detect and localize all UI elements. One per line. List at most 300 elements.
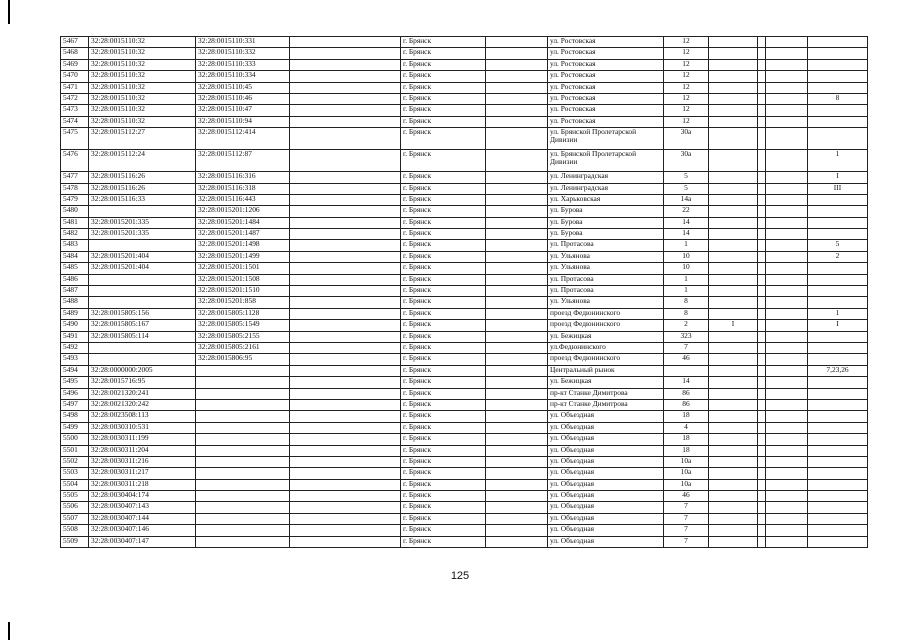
table-row (61, 399, 868, 410)
street-cell: ул. Объездная (548, 525, 664, 536)
cadastral-number-cell: 32:28:0023508:113 (89, 411, 196, 422)
row-number-cell: 5470 (61, 71, 89, 82)
object-cadastral-number-cell (196, 456, 290, 467)
cadastral-number-cell (89, 286, 196, 297)
street-cell: проезд Федюнинского (548, 354, 664, 365)
street-cell: Центральный рынок (548, 365, 664, 376)
house-number-cell: 323 (664, 331, 709, 342)
object-cadastral-number-cell (196, 399, 290, 410)
empty-cell (290, 297, 401, 308)
empty-cell (290, 251, 401, 262)
object-cadastral-number-cell: 32:28:0015116:443 (196, 194, 290, 205)
city-cell: г. Брянск (401, 456, 486, 467)
street-cell: ул. Объездная (548, 468, 664, 479)
empty-cell (290, 445, 401, 456)
empty-cell (766, 206, 808, 217)
empty-cell (486, 365, 548, 376)
cadastral-number-cell: 32:28:0015805:167 (89, 320, 196, 331)
mark-cell (709, 128, 758, 150)
mark-cell (709, 365, 758, 376)
table-row (61, 320, 868, 331)
room-number-cell: 8 (808, 93, 868, 104)
object-cadastral-number-cell: 32:28:0015110:45 (196, 82, 290, 93)
mark-cell (709, 491, 758, 502)
cadastral-number-cell (89, 240, 196, 251)
object-cadastral-number-cell: 32:28:0015201:1499 (196, 251, 290, 262)
house-number-cell: 10а (664, 456, 709, 467)
empty-cell (766, 342, 808, 353)
empty-cell (486, 502, 548, 513)
row-number-cell: 5469 (61, 59, 89, 70)
row-number-cell: 5487 (61, 286, 89, 297)
room-number-cell (808, 37, 868, 48)
cadastral-number-cell: 32:28:0015112:24 (89, 150, 196, 172)
house-number-cell: 8 (664, 297, 709, 308)
house-number-cell: 1 (664, 240, 709, 251)
room-number-cell (808, 194, 868, 205)
row-number-cell: 5498 (61, 411, 89, 422)
cadastral-number-cell: 32:28:0015110:32 (89, 37, 196, 48)
empty-cell (766, 274, 808, 285)
table-row (61, 468, 868, 479)
empty-cell (486, 445, 548, 456)
narrow-cell (758, 354, 766, 365)
narrow-cell (758, 513, 766, 524)
table-row (61, 128, 868, 150)
narrow-cell (758, 320, 766, 331)
room-number-cell (808, 206, 868, 217)
house-number-cell (664, 365, 709, 376)
mark-cell (709, 513, 758, 524)
street-cell: ул. Харьковская (548, 194, 664, 205)
empty-cell (290, 422, 401, 433)
empty-cell (290, 286, 401, 297)
mark-cell (709, 263, 758, 274)
table-row (61, 194, 868, 205)
row-number-cell: 5484 (61, 251, 89, 262)
empty-cell (290, 536, 401, 547)
table-row (61, 513, 868, 524)
object-cadastral-number-cell: 32:28:0015201:1510 (196, 286, 290, 297)
street-cell: ул. Брянской Пролетарской Дивизии (548, 150, 664, 172)
row-number-cell: 5478 (61, 183, 89, 194)
house-number-cell: 2 (664, 320, 709, 331)
empty-cell (766, 525, 808, 536)
house-number-cell: 14 (664, 377, 709, 388)
empty-cell (290, 82, 401, 93)
object-cadastral-number-cell: 32:28:0015116:316 (196, 172, 290, 183)
house-number-cell: 12 (664, 116, 709, 127)
narrow-cell (758, 71, 766, 82)
cadastral-number-cell: 32:28:0015201:335 (89, 217, 196, 228)
house-number-cell: 12 (664, 71, 709, 82)
street-cell: ул. Ульянова (548, 251, 664, 262)
cadastral-number-cell: 32:28:0030407:144 (89, 513, 196, 524)
mark-cell (709, 411, 758, 422)
street-cell: ул. Объездная (548, 536, 664, 547)
mark-cell: I (709, 320, 758, 331)
empty-cell (766, 93, 808, 104)
house-number-cell: 86 (664, 388, 709, 399)
row-number-cell: 5467 (61, 37, 89, 48)
mark-cell (709, 468, 758, 479)
table-row (61, 116, 868, 127)
house-number-cell: 5 (664, 183, 709, 194)
empty-cell (766, 105, 808, 116)
city-cell: г. Брянск (401, 116, 486, 127)
room-number-cell (808, 388, 868, 399)
empty-cell (486, 468, 548, 479)
cadastral-number-cell: 32:28:0015116:33 (89, 194, 196, 205)
narrow-cell (758, 365, 766, 376)
city-cell: г. Брянск (401, 468, 486, 479)
city-cell: г. Брянск (401, 377, 486, 388)
empty-cell (766, 194, 808, 205)
room-number-cell: 1 (808, 150, 868, 172)
cadastral-number-cell: 32:28:0015112:27 (89, 128, 196, 150)
street-cell: ул. Бурова (548, 217, 664, 228)
narrow-cell (758, 502, 766, 513)
object-cadastral-number-cell (196, 422, 290, 433)
mark-cell (709, 206, 758, 217)
street-cell: ул. Объездная (548, 434, 664, 445)
cadastral-number-cell: 32:28:0015201:404 (89, 251, 196, 262)
city-cell: г. Брянск (401, 491, 486, 502)
street-cell: ул. Бежицкая (548, 331, 664, 342)
room-number-cell (808, 82, 868, 93)
mark-cell (709, 342, 758, 353)
cadastral-number-cell: 32:28:0015110:32 (89, 48, 196, 59)
narrow-cell (758, 150, 766, 172)
house-number-cell: 1 (664, 286, 709, 297)
narrow-cell (758, 308, 766, 319)
table-row (61, 445, 868, 456)
cadastral-number-cell: 32:28:0015110:32 (89, 93, 196, 104)
cadastral-number-cell: 32:28:0015116:26 (89, 172, 196, 183)
table-row (61, 105, 868, 116)
empty-cell (290, 331, 401, 342)
street-cell: ул. Ростовская (548, 82, 664, 93)
empty-cell (486, 128, 548, 150)
row-number-cell: 5468 (61, 48, 89, 59)
empty-cell (766, 320, 808, 331)
mark-cell (709, 536, 758, 547)
room-number-cell (808, 286, 868, 297)
room-number-cell (808, 456, 868, 467)
mark-cell (709, 48, 758, 59)
table-row (61, 48, 868, 59)
table-row (61, 150, 868, 172)
narrow-cell (758, 445, 766, 456)
street-cell: ул. Объездная (548, 479, 664, 490)
mark-cell (709, 274, 758, 285)
row-number-cell: 5486 (61, 274, 89, 285)
empty-cell (766, 354, 808, 365)
room-number-cell (808, 411, 868, 422)
narrow-cell (758, 194, 766, 205)
mark-cell (709, 479, 758, 490)
empty-cell (290, 479, 401, 490)
house-number-cell: 18 (664, 445, 709, 456)
narrow-cell (758, 274, 766, 285)
mark-cell (709, 172, 758, 183)
empty-cell (290, 183, 401, 194)
cadastral-number-cell: 32:28:0030311:199 (89, 434, 196, 445)
row-number-cell: 5474 (61, 116, 89, 127)
narrow-cell (758, 388, 766, 399)
street-cell: ул. Ленинградская (548, 183, 664, 194)
narrow-cell (758, 105, 766, 116)
row-number-cell: 5477 (61, 172, 89, 183)
empty-cell (290, 513, 401, 524)
cadastral-number-cell: 32:28:0015716:95 (89, 377, 196, 388)
empty-cell (766, 251, 808, 262)
street-cell: ул. Бурова (548, 206, 664, 217)
row-number-cell: 5494 (61, 365, 89, 376)
cadastral-number-cell: 32:28:0015201:335 (89, 229, 196, 240)
empty-cell (486, 217, 548, 228)
cadastral-number-cell: 32:28:0030407:147 (89, 536, 196, 547)
table-row (61, 206, 868, 217)
mark-cell (709, 377, 758, 388)
city-cell: г. Брянск (401, 525, 486, 536)
object-cadastral-number-cell (196, 491, 290, 502)
empty-cell (290, 105, 401, 116)
empty-cell (290, 48, 401, 59)
room-number-cell (808, 71, 868, 82)
empty-cell (486, 456, 548, 467)
city-cell: г. Брянск (401, 240, 486, 251)
city-cell: г. Брянск (401, 536, 486, 547)
table-row (61, 274, 868, 285)
narrow-cell (758, 399, 766, 410)
row-number-cell: 5504 (61, 479, 89, 490)
room-number-cell (808, 399, 868, 410)
object-cadastral-number-cell (196, 536, 290, 547)
object-cadastral-number-cell (196, 365, 290, 376)
city-cell: г. Брянск (401, 479, 486, 490)
cadastral-number-cell: 32:28:0015110:32 (89, 71, 196, 82)
cadastral-number-cell: 32:28:0021320:241 (89, 388, 196, 399)
mark-cell (709, 434, 758, 445)
table-row (61, 377, 868, 388)
empty-cell (766, 59, 808, 70)
empty-cell (290, 194, 401, 205)
empty-cell (766, 37, 808, 48)
register-table-body (61, 37, 868, 548)
empty-cell (766, 456, 808, 467)
cadastral-number-cell: 32:28:0030311:217 (89, 468, 196, 479)
empty-cell (486, 194, 548, 205)
object-cadastral-number-cell: 32:28:0015110:333 (196, 59, 290, 70)
house-number-cell: 10а (664, 479, 709, 490)
row-number-cell: 5475 (61, 128, 89, 150)
table-row (61, 536, 868, 547)
row-number-cell: 5479 (61, 194, 89, 205)
empty-cell (766, 82, 808, 93)
street-cell: ул. Бежицкая (548, 377, 664, 388)
street-cell: ул. Объездная (548, 513, 664, 524)
room-number-cell (808, 491, 868, 502)
empty-cell (486, 399, 548, 410)
empty-cell (766, 422, 808, 433)
house-number-cell: 5 (664, 172, 709, 183)
city-cell: г. Брянск (401, 82, 486, 93)
empty-cell (290, 37, 401, 48)
empty-cell (766, 229, 808, 240)
narrow-cell (758, 59, 766, 70)
table-row (61, 71, 868, 82)
object-cadastral-number-cell: 32:28:0015110:94 (196, 116, 290, 127)
house-number-cell: 7 (664, 513, 709, 524)
narrow-cell (758, 263, 766, 274)
empty-cell (486, 116, 548, 127)
mark-cell (709, 422, 758, 433)
row-number-cell: 5483 (61, 240, 89, 251)
empty-cell (290, 229, 401, 240)
room-number-cell (808, 229, 868, 240)
row-number-cell: 5507 (61, 513, 89, 524)
narrow-cell (758, 48, 766, 59)
empty-cell (486, 105, 548, 116)
room-number-cell (808, 59, 868, 70)
row-number-cell: 5495 (61, 377, 89, 388)
cadastral-number-cell: 32:28:0015805:114 (89, 331, 196, 342)
room-number-cell (808, 445, 868, 456)
house-number-cell: 86 (664, 399, 709, 410)
empty-cell (766, 491, 808, 502)
object-cadastral-number-cell (196, 525, 290, 536)
house-number-cell: 46 (664, 354, 709, 365)
city-cell: г. Брянск (401, 59, 486, 70)
room-number-cell: 7,23,26 (808, 365, 868, 376)
cadastral-number-cell: 32:28:0030404:174 (89, 491, 196, 502)
street-cell: ул. Объездная (548, 411, 664, 422)
cadastral-number-cell: 32:28:0030310:531 (89, 422, 196, 433)
empty-cell (486, 331, 548, 342)
table-row (61, 354, 868, 365)
cadastral-number-cell: 32:28:0030407:143 (89, 502, 196, 513)
mark-cell (709, 93, 758, 104)
empty-cell (766, 183, 808, 194)
cadastral-number-cell (89, 274, 196, 285)
room-number-cell (808, 422, 868, 433)
house-number-cell: 10 (664, 263, 709, 274)
city-cell: г. Брянск (401, 217, 486, 228)
house-number-cell: 7 (664, 536, 709, 547)
room-number-cell (808, 274, 868, 285)
table-row (61, 491, 868, 502)
narrow-cell (758, 37, 766, 48)
street-cell: проезд Федюнинского (548, 308, 664, 319)
city-cell: г. Брянск (401, 48, 486, 59)
row-number-cell: 5509 (61, 536, 89, 547)
room-number-cell (808, 377, 868, 388)
object-cadastral-number-cell: 32:28:0015201:1484 (196, 217, 290, 228)
table-row (61, 434, 868, 445)
empty-cell (766, 365, 808, 376)
room-number-cell (808, 331, 868, 342)
cadastral-number-cell: 32:28:0015110:32 (89, 116, 196, 127)
city-cell: г. Брянск (401, 320, 486, 331)
room-number-cell (808, 297, 868, 308)
empty-cell (290, 263, 401, 274)
mark-cell (709, 37, 758, 48)
empty-cell (290, 240, 401, 251)
empty-cell (766, 150, 808, 172)
empty-cell (766, 377, 808, 388)
mark-cell (709, 105, 758, 116)
street-cell: ул. Объездная (548, 445, 664, 456)
house-number-cell: 14 (664, 229, 709, 240)
mark-cell (709, 456, 758, 467)
table-row (61, 59, 868, 70)
empty-cell (766, 263, 808, 274)
empty-cell (766, 71, 808, 82)
empty-cell (290, 342, 401, 353)
table-row (61, 365, 868, 376)
empty-cell (486, 422, 548, 433)
object-cadastral-number-cell: 32:28:0015112:87 (196, 150, 290, 172)
table-row (61, 479, 868, 490)
narrow-cell (758, 286, 766, 297)
empty-cell (290, 399, 401, 410)
object-cadastral-number-cell: 32:28:0015201:1487 (196, 229, 290, 240)
house-number-cell: 7 (664, 342, 709, 353)
row-number-cell: 5481 (61, 217, 89, 228)
mark-cell (709, 217, 758, 228)
scan-edge-mark-top (8, 0, 10, 24)
object-cadastral-number-cell: 32:28:0015201:1508 (196, 274, 290, 285)
street-cell: ул. Ростовская (548, 71, 664, 82)
row-number-cell: 5493 (61, 354, 89, 365)
cadastral-number-cell: 32:28:0015110:32 (89, 82, 196, 93)
empty-cell (766, 331, 808, 342)
empty-cell (290, 491, 401, 502)
empty-cell (486, 59, 548, 70)
row-number-cell: 5476 (61, 150, 89, 172)
row-number-cell: 5492 (61, 342, 89, 353)
empty-cell (486, 411, 548, 422)
empty-cell (486, 263, 548, 274)
street-cell: ул. Брянской Пролетарской Дивизии (548, 128, 664, 150)
table-row (61, 286, 868, 297)
empty-cell (486, 536, 548, 547)
empty-cell (290, 71, 401, 82)
empty-cell (486, 71, 548, 82)
room-number-cell: I (808, 320, 868, 331)
object-cadastral-number-cell: 32:28:0015805:2161 (196, 342, 290, 353)
empty-cell (290, 468, 401, 479)
empty-cell (486, 513, 548, 524)
cadastral-number-cell (89, 354, 196, 365)
empty-cell (486, 479, 548, 490)
empty-cell (290, 502, 401, 513)
city-cell: г. Брянск (401, 229, 486, 240)
city-cell: г. Брянск (401, 194, 486, 205)
house-number-cell: 30а (664, 128, 709, 150)
row-number-cell: 5485 (61, 263, 89, 274)
row-number-cell: 5508 (61, 525, 89, 536)
room-number-cell (808, 525, 868, 536)
room-number-cell (808, 128, 868, 150)
street-cell: ул. Протасова (548, 286, 664, 297)
object-cadastral-number-cell (196, 377, 290, 388)
row-number-cell: 5499 (61, 422, 89, 433)
empty-cell (290, 411, 401, 422)
table-row (61, 37, 868, 48)
empty-cell (766, 297, 808, 308)
